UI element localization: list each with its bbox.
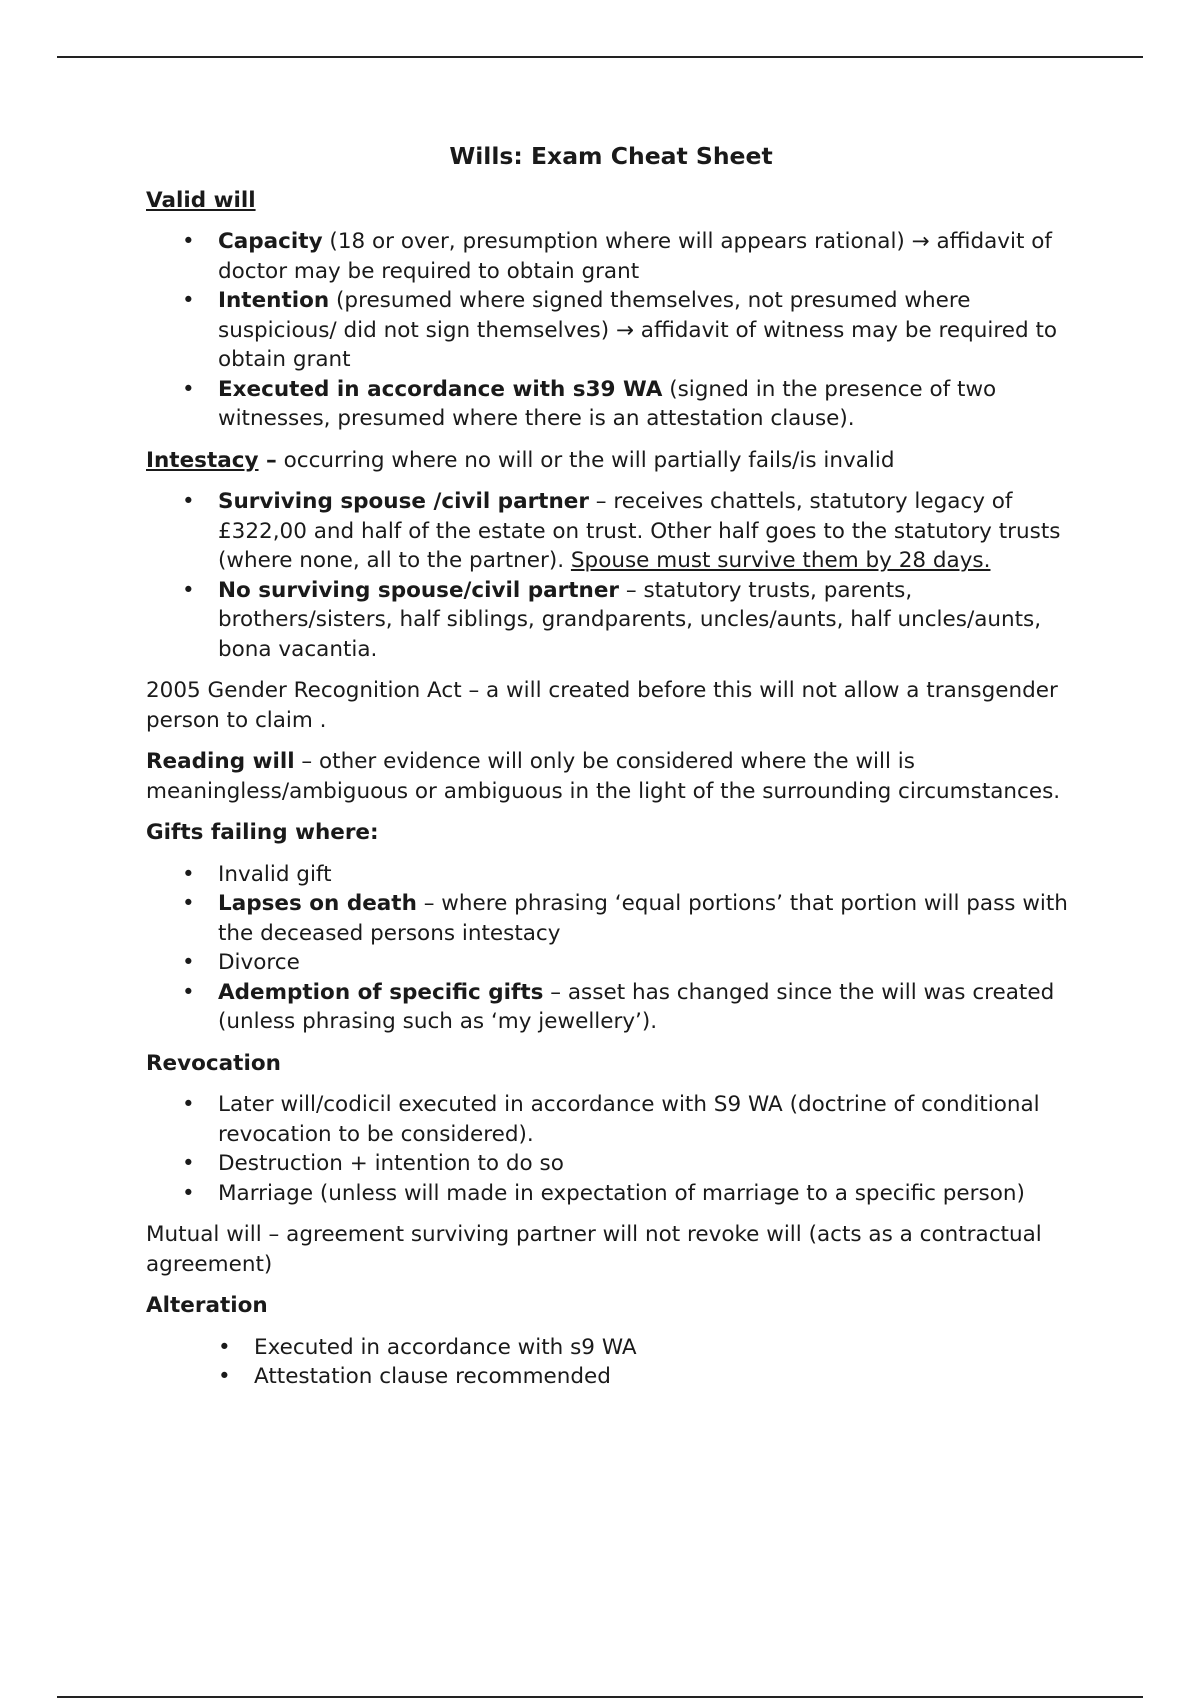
item-term: No surviving spouse/civil partner [218, 577, 620, 603]
list-item [146, 576, 1076, 665]
reading-will-term: Reading will [146, 749, 295, 774]
document-page [146, 142, 1076, 1404]
item-term: Lapses on death [218, 891, 417, 916]
footer-rule [57, 1696, 1143, 1698]
list-item: • Destruction + intention to do so [146, 1149, 1076, 1179]
item-term: Ademption of specific gifts [218, 979, 544, 1005]
item-text: – receives chattels, statutory legacy of £322,00 and half of the estate on trust. Other half goes to the statutory trusts (where none, all to the partner). [218, 489, 1061, 573]
intestacy-heading: Intestacy [146, 447, 259, 473]
item-text: (presumed where signed themselves, not presumed where suspicious/ did not sign themselves) → affidavit of witness may be required to obtain grant [218, 288, 1058, 372]
alteration-heading: Alteration [146, 1293, 268, 1318]
list-item [146, 375, 1076, 434]
revocation-heading: Revocation [146, 1050, 281, 1076]
revocation-list [146, 1090, 1076, 1208]
item-text: – statutory trusts, parents, brothers/sisters, half siblings, grandparents, uncles/aunts, half uncles/aunts, bona vacantia. [218, 577, 1042, 662]
intestacy-text: occurring where no will or the will partially fails/is invalid [276, 447, 895, 473]
valid-will-list [146, 227, 1076, 434]
list-item: • Marriage (unless will made in expectation of marriage to a specific person) [146, 1179, 1076, 1209]
intestacy-dash: – [258, 447, 277, 473]
item-term: Executed in accordance with s39 WA [218, 376, 663, 402]
valid-will-heading: Valid will [146, 187, 256, 213]
list-item [146, 948, 1076, 978]
item-text: Divorce [218, 950, 300, 975]
header-rule [57, 56, 1143, 58]
item-text: – asset has changed since the will was created (unless phrasing such as ‘my jewellery’). [218, 979, 1055, 1034]
intestacy-list [146, 487, 1076, 664]
reading-will-paragraph [146, 747, 1076, 806]
list-item [146, 487, 1076, 576]
item-text: – where phrasing ‘equal portions’ that portion will pass with the deceased persons intestacy [218, 891, 1068, 946]
mutual-will-paragraph: Mutual will – agreement surviving partner will not revoke will (acts as a contractual agreement) [146, 1222, 1042, 1277]
gender-recognition-paragraph: 2005 Gender Recognition Act – a will created before this will not allow a transgender person to claim . [146, 678, 1058, 733]
page-title: Wills: Exam Cheat Sheet [449, 142, 773, 170]
reading-will-text: – other evidence will only be considered where the will is meaningless/ambiguous or ambiguous in the light of the surrounding circumstances. [146, 749, 1061, 804]
item-term: Capacity [218, 229, 323, 254]
item-term: Surviving spouse /civil partner [218, 489, 589, 514]
alteration-list [146, 1333, 1076, 1392]
intestacy-paragraph [146, 446, 1076, 476]
item-text: Invalid gift [218, 861, 332, 887]
list-item: • Later will/codicil executed in accordance with S9 WA (doctrine of conditional revocation to be considered). [146, 1090, 1076, 1149]
item-underlined-text: Spouse must survive them by 28 days. [570, 548, 991, 573]
item-term: Intention [218, 288, 330, 313]
list-item: • Executed in accordance with s9 WA [146, 1333, 1076, 1363]
list-item [146, 227, 1076, 286]
list-item [146, 978, 1076, 1037]
item-text: (18 or over, presumption where will appears rational) → affidavit of doctor may be required to obtain grant [218, 229, 1052, 284]
gifts-failing-list [146, 860, 1076, 1037]
list-item: • Attestation clause recommended [146, 1362, 1076, 1392]
gifts-failing-heading: Gifts failing where: [146, 820, 379, 845]
list-item [146, 889, 1076, 948]
list-item [146, 860, 1076, 890]
item-text: (signed in the presence of two witnesses, presumed where there is an attestation clause). [218, 376, 997, 431]
list-item [146, 286, 1076, 375]
